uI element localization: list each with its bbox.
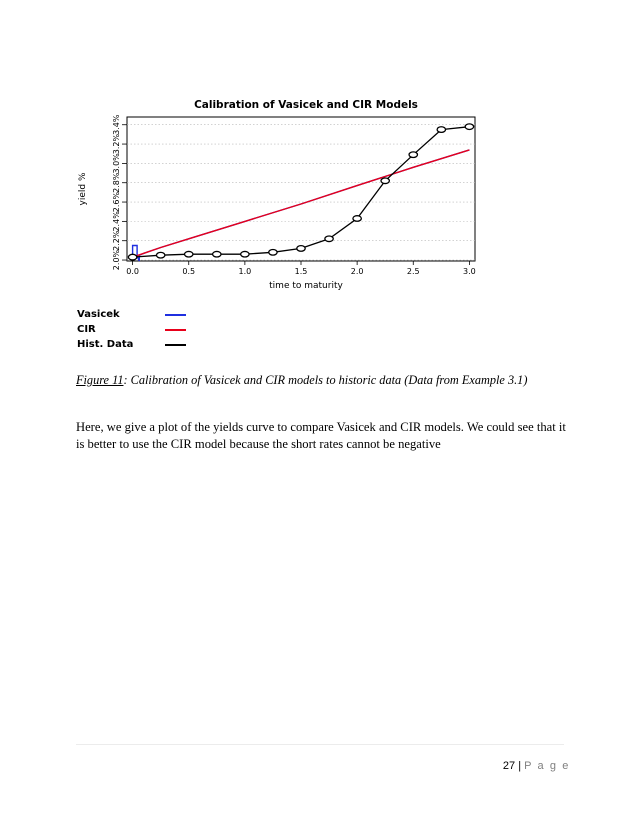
page-number [500, 760, 570, 772]
axes [112, 114, 476, 276]
data-point [381, 178, 389, 184]
y-tick-label: 2.6% [112, 191, 121, 213]
legend-label-cir: CIR [77, 324, 96, 335]
x-axis-label: time to maturity [269, 281, 343, 291]
x-tick-label: 2.0 [350, 267, 364, 276]
figure-caption-text: : Calibration of Vasicek and CIR models to historic data (Data from Example 3.1) [123, 373, 528, 387]
y-tick-label: 3.4% [112, 114, 121, 135]
x-tick-label: 3.0 [463, 267, 476, 276]
series-line-hist-data [133, 127, 470, 257]
footer-divider [76, 744, 564, 745]
x-tick-label: 2.5 [406, 267, 420, 276]
data-point [156, 252, 164, 258]
data-point [353, 216, 361, 222]
figure-caption-label[interactable]: Figure 11 [76, 373, 124, 387]
plot-frame [127, 117, 475, 261]
x-tick-label: 0.5 [182, 267, 196, 276]
legend-swatch-hist-data [165, 344, 186, 346]
x-tick-label: 1.5 [294, 267, 308, 276]
data-point [437, 127, 445, 133]
y-tick-label: 2.4% [112, 211, 121, 232]
data-point [409, 152, 417, 158]
data-point [325, 236, 333, 242]
y-tick-label: 3.0% [112, 153, 121, 174]
series-line-cir [133, 150, 470, 257]
data-point [269, 250, 277, 256]
data-point [128, 254, 136, 260]
legend-label-vasicek: Vasicek [77, 309, 120, 320]
page-number-value: 27 [502, 760, 516, 772]
legend-item-vasicek [77, 307, 207, 322]
yield-curve-chart [70, 95, 490, 295]
y-axis-label: yield % [78, 172, 88, 206]
legend-swatch-cir [165, 329, 186, 331]
chart-title: Calibration of Vasicek and CIR Models [194, 99, 418, 111]
legend [77, 307, 207, 352]
x-tick-label: 1.0 [238, 267, 252, 276]
y-tick-label: 3.2% [112, 133, 121, 155]
legend-item-cir [77, 322, 207, 337]
page-number-separator: | [518, 760, 522, 772]
data-point [465, 124, 473, 130]
body-paragraph: Here, we give a plot of the yields curve to compare Vasicek and CIR models. We could see that it is better to use the CIR model because the short rates cannot be negative [76, 420, 566, 451]
data-point [241, 251, 249, 257]
data-point [185, 251, 193, 257]
data-point [297, 246, 305, 252]
figure-caption [76, 373, 566, 388]
legend-label-hist-data: Hist. Data [77, 339, 134, 350]
legend-item-hist-data [77, 337, 207, 352]
y-tick-label: 2.0% [112, 249, 121, 271]
gridlines [127, 125, 475, 260]
series-line-vasicek [133, 150, 470, 261]
y-tick-label: 2.8% [112, 172, 121, 193]
legend-swatch-vasicek [165, 314, 186, 316]
page-word: P a g e [524, 760, 570, 772]
x-tick-label: 0.0 [126, 267, 139, 276]
y-tick-label: 2.2% [112, 230, 121, 251]
data-point [213, 251, 221, 257]
